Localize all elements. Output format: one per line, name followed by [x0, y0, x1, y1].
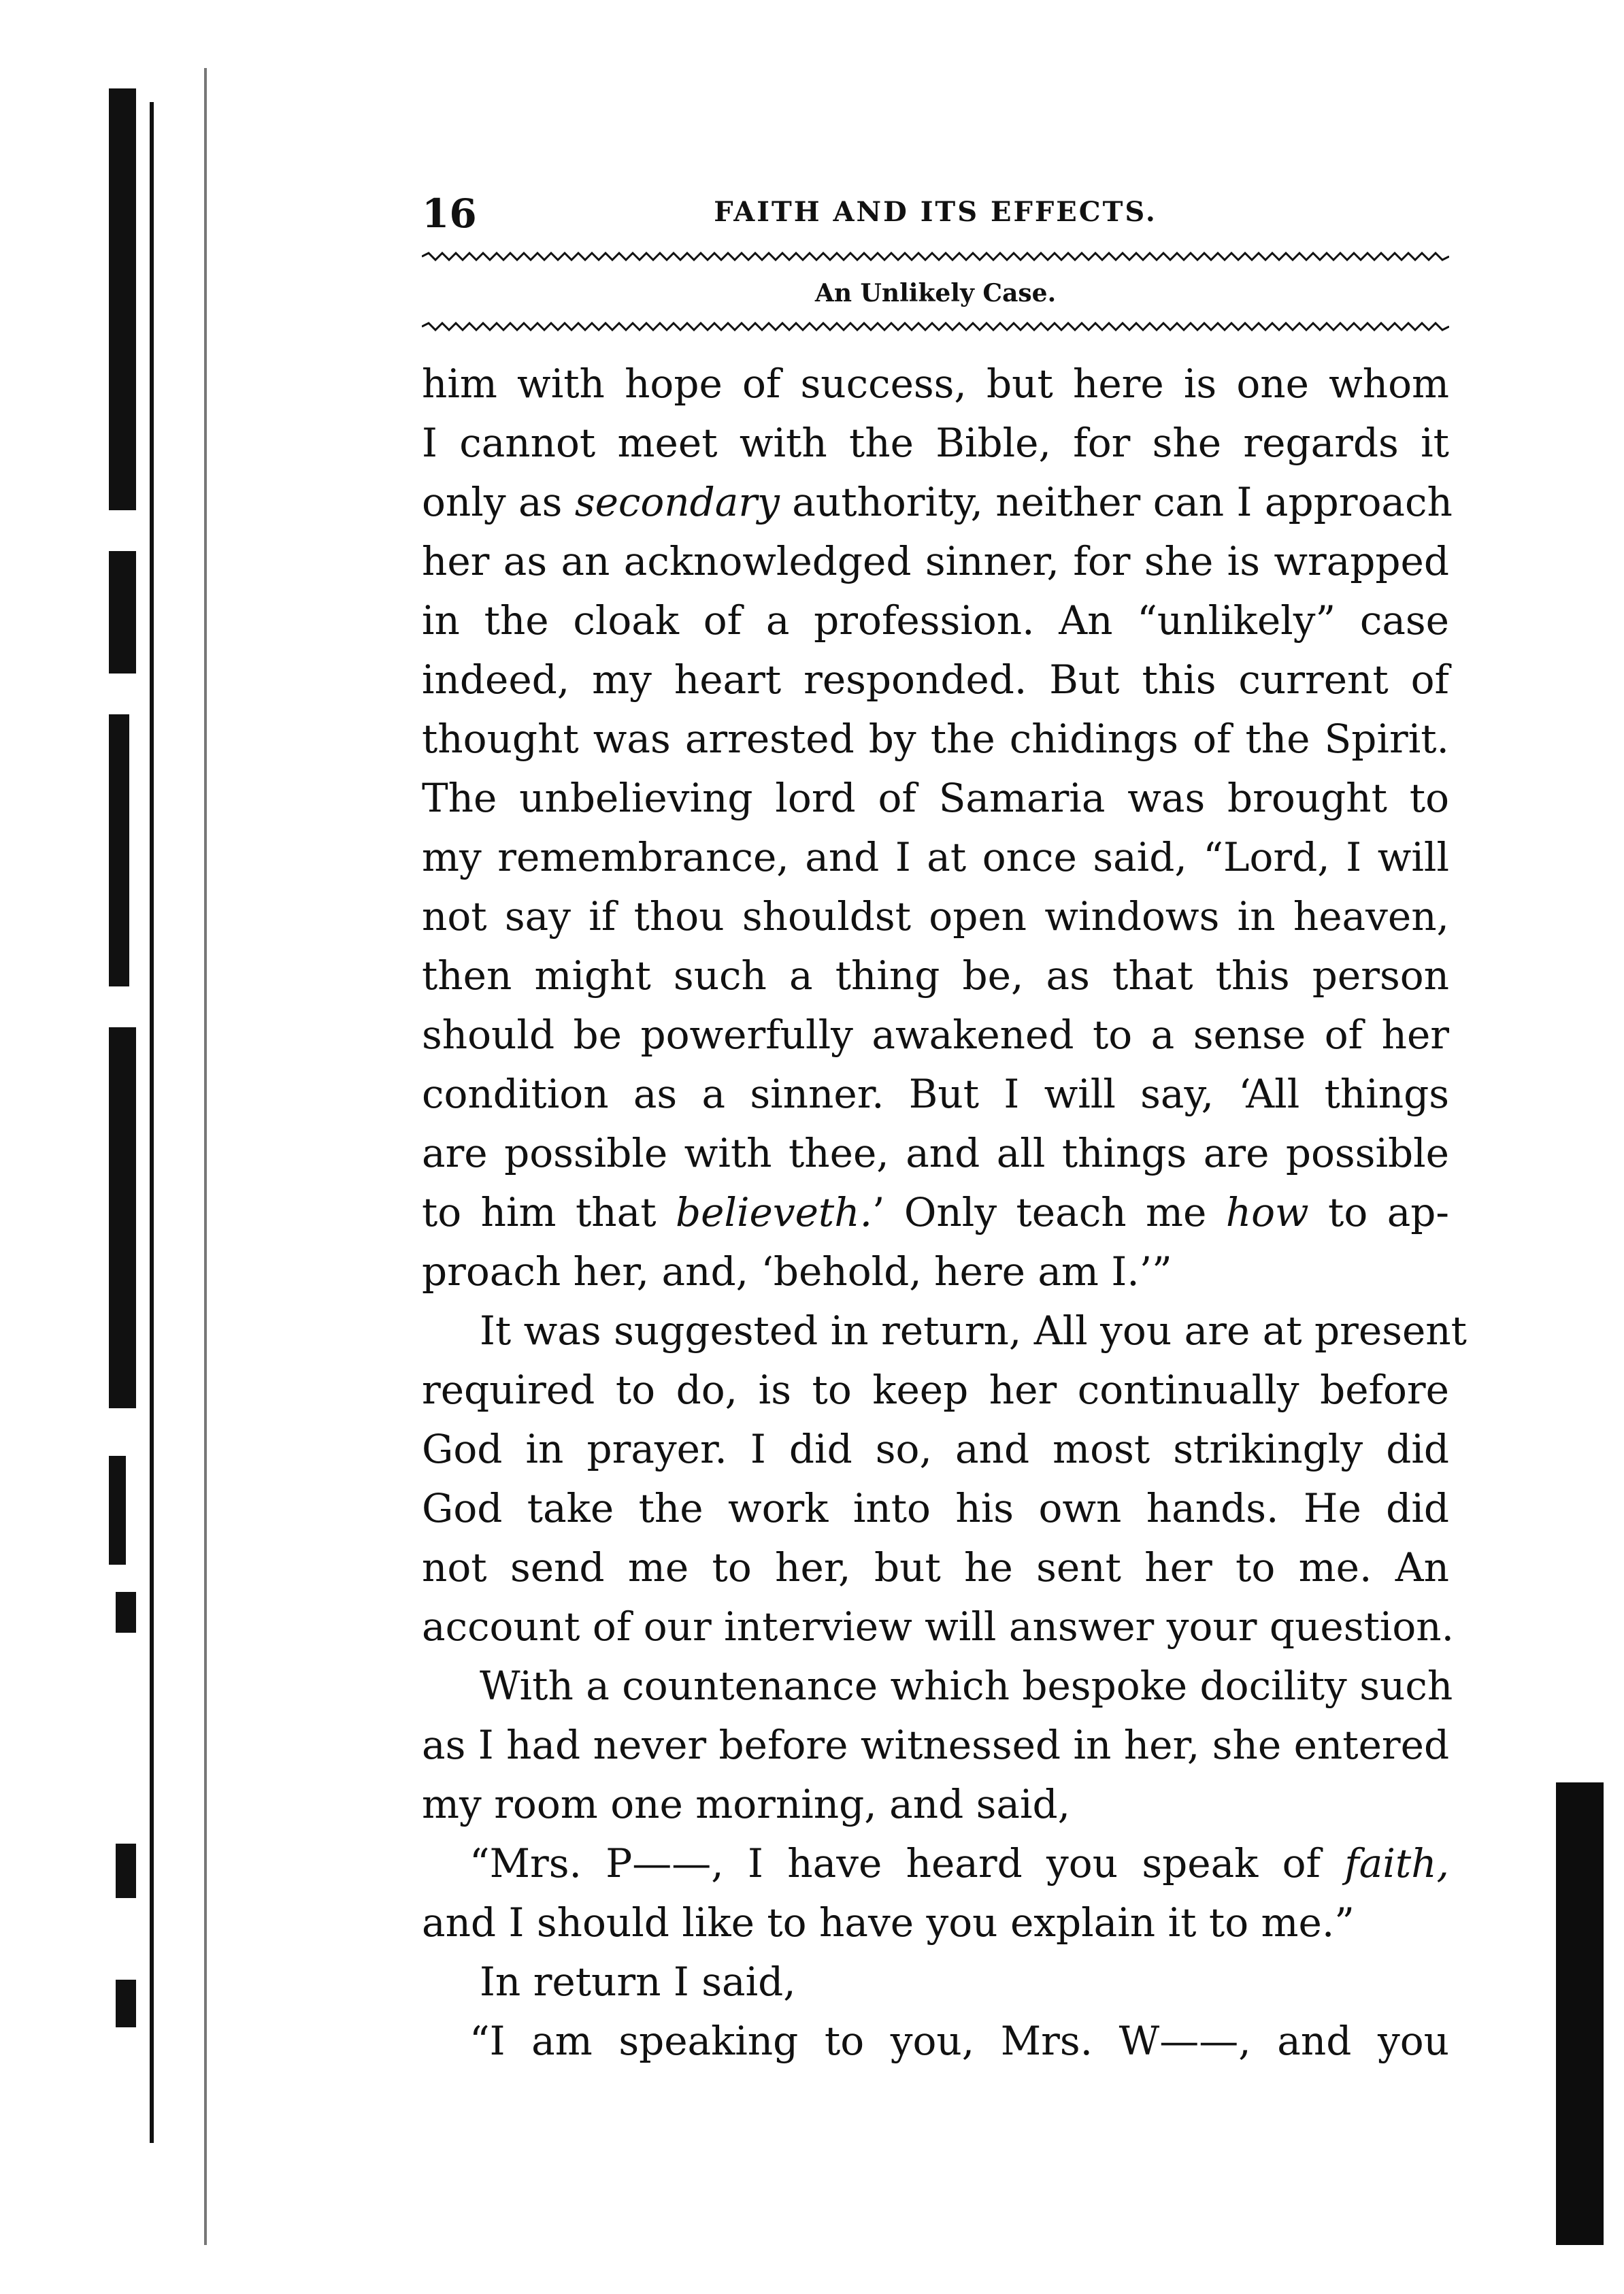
text-line: I cannot meet with the Bible, for she regards it: [422, 420, 1449, 466]
text-line: The unbelieving lord of Samaria was brought to: [422, 775, 1449, 821]
section-title: An Unlikely Case.: [814, 279, 1057, 307]
text-line: in the cloak of a profession. An “unlikely” case: [422, 597, 1449, 644]
text-line: as I had never before witnessed in her, she entered: [422, 1722, 1450, 1768]
wavy-rule-top: [422, 252, 1449, 261]
text-line: “Mrs. P——, I have heard you speak of faith,: [469, 1840, 1449, 1886]
text-line: then might such a thing be, as that this person: [422, 952, 1449, 999]
text-line: to him that believeth.’ Only teach me how to ap-: [422, 1189, 1450, 1235]
text-line: God take the work into his own hands. He did: [422, 1485, 1449, 1531]
text-line: God in prayer. I did so, and most strikingly did: [422, 1426, 1449, 1472]
text-line: It was suggested in return, All you are at present: [480, 1308, 1467, 1354]
text-line: condition as a sinner. But I will say, ‘All things: [422, 1071, 1449, 1117]
text-line: account of our interview will answer your question.: [422, 1603, 1455, 1650]
text-line: are possible with thee, and all things are possible: [422, 1130, 1449, 1176]
text-line: required to do, is to keep her continually before: [422, 1367, 1449, 1413]
text-line: her as an acknowledged sinner, for she is wrapped: [422, 538, 1449, 584]
text-line: my remembrance, and I at once said, “Lord, I will: [422, 834, 1449, 880]
right-edge-scan-shadow: [1556, 1782, 1604, 2245]
text-line: my room one morning, and said,: [422, 1781, 1071, 1827]
text-line: not send me to her, but he sent her to me. An: [422, 1544, 1449, 1591]
body-text: [422, 354, 1467, 2071]
text-line: not say if thou shouldst open windows in heaven,: [422, 893, 1449, 940]
text-line: and I should like to have you explain it to me.”: [422, 1899, 1355, 1946]
text-line: With a countenance which bespoke docility such: [480, 1663, 1453, 1709]
binding-scan-artifact: [95, 61, 184, 2238]
text-line: thought was arrested by the chidings of the Spirit.: [422, 716, 1449, 762]
text-line: him with hope of success, but here is one whom: [422, 361, 1449, 407]
page-number: 16: [422, 190, 477, 237]
book-page: [422, 190, 1467, 2071]
text-line: indeed, my heart responded. But this current of: [422, 656, 1449, 703]
text-line: In return I said,: [480, 1959, 796, 2005]
page-header: [422, 190, 1449, 237]
text-line: should be powerfully awakened to a sense of her: [422, 1012, 1449, 1058]
running-head: FAITH AND ITS EFFECTS.: [714, 196, 1157, 228]
text-line: proach her, and, ‘behold, here am I.’”: [422, 1248, 1172, 1295]
wavy-rule-bottom: [422, 322, 1449, 331]
text-line: only as secondary authority, neither can I approach: [422, 479, 1453, 525]
text-line: “I am speaking to you, Mrs. W——, and you: [469, 2018, 1449, 2064]
